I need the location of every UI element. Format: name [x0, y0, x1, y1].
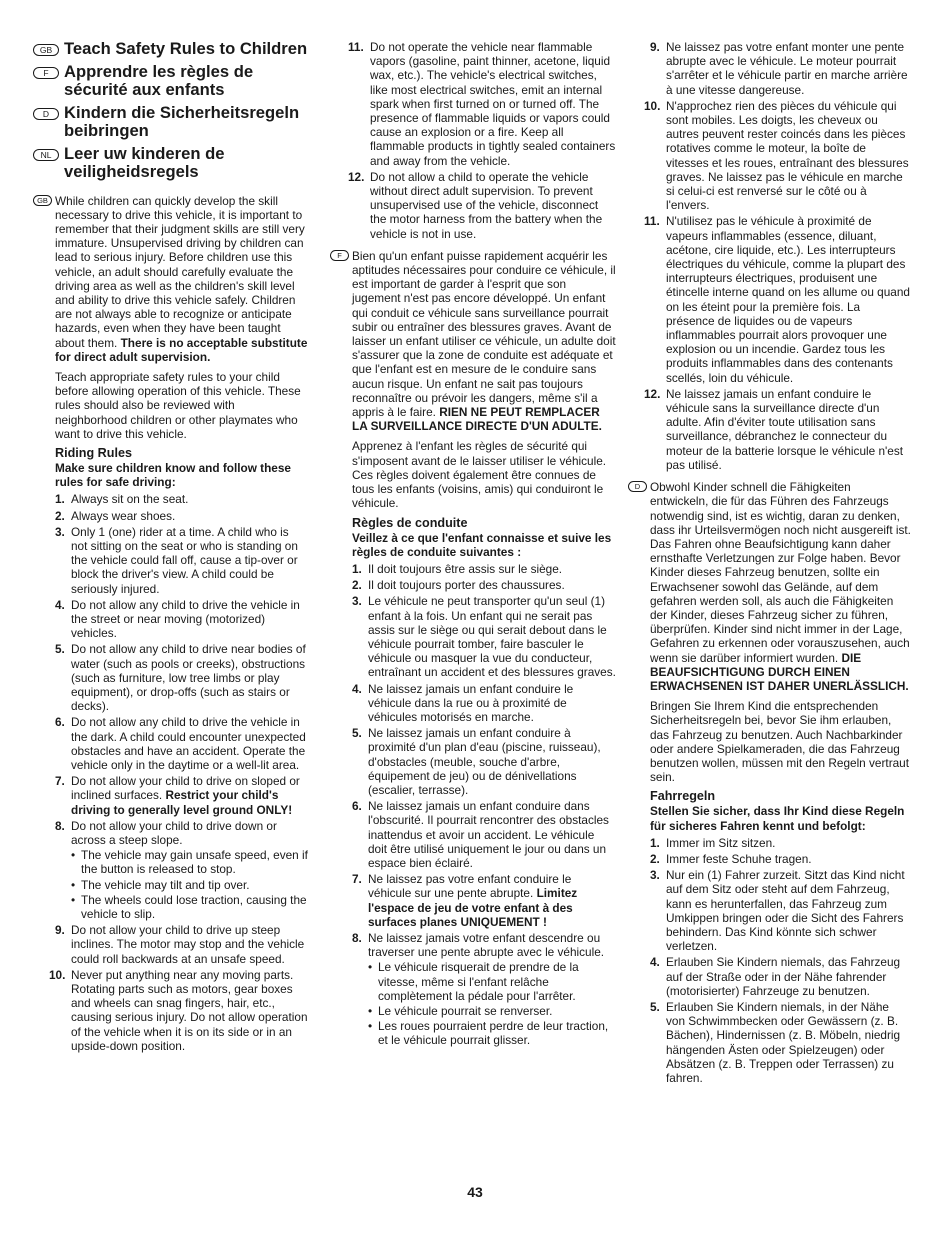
heading-d — [33, 104, 308, 141]
rule-item: 11. N'utilisez pas le véhicule à proximité de vapeurs inflammables (essence, diluant, acétone, cire liquide, etc.). Les interrupteurs électriques du véhicule, comme la plupart des interrupteurs électriques, produisent une étincelle interne quand on les allume ou quand on les éteint pour la première fois. La présence de liquides ou de vapeurs inflammables pourrait alors provoquer une explosion ou un incendie. Gardez tous les produits inflammables dans des contenants scellés, loin du véhicule. — [644, 214, 910, 385]
rules-list-continued — [628, 40, 911, 472]
rule-item: 11. Do not operate the vehicle near flammable vapors (gasoline, paint thinner, acetone, liquid wax, etc.). The vehicle's electrical switches, like most electrical switches, emit an internal spark when first turned on or turned off. The presence of flammable liquids or vapors could cause an explosion or a fire. Keep all flammable products in tightly sealed containers and away from the vehicle. — [348, 40, 616, 168]
column-3 — [628, 40, 911, 1087]
teach-paragraph: Bringen Sie Ihrem Kind die entsprechenden Sicherheitsregeln bei, bevor Sie ihm erlauben, das Fahrzeug zu benutzen. Auch Nachbarkinder oder andere Spielkameraden, die das Fahrzeug benutzen wollen, müssen mit den Regeln vertraut sein. — [650, 699, 910, 785]
heading-gb — [33, 40, 308, 59]
rule-item: 1. Immer im Sitz sitzen. — [650, 835, 776, 850]
intro-text: While children can quickly develop the skill necessary to drive this vehicle, it is important to remember that their judgment skills are still very immature. Unsupervised driving by children can lead to serious injury. Before children use this vehicle, an adult should carefully evaluate the driving area as well as the children's skill level and ability to drive this vehicle safely. Children are not always able to recognize or anticipate hazards, even when they have been taught about them. — [55, 193, 305, 350]
intro-warning: DIE BEAUFSICHTIGUNG DURCH EINEN ERWACHSENEN IST DAHER UNERLÄSSLICH. — [650, 650, 909, 693]
bullet-item: • Les roues pourraient perdre de leur traction, et le véhicule pourrait glisser. — [368, 1019, 616, 1047]
rules-heading: Règles de conduite — [352, 515, 468, 530]
rules-lead: Make sure children know and follow these rules for safe driving: — [55, 460, 291, 490]
bullet-item: • The wheels could lose traction, causing the vehicle to slip. — [71, 893, 308, 921]
rule-item: 5. Ne laissez jamais un enfant conduire à proximité d'un plan d'eau (piscine, ruisseau), d'obstacles (meuble, souche d'arbre, équipement de jeu) ou de dénivellations (escalier, terrasse). — [352, 726, 601, 797]
bullet-item: • The vehicle may gain unsafe speed, even if the button is released to stop. — [71, 848, 308, 876]
rule-item: 2. Il doit toujours porter des chaussures. — [352, 578, 565, 593]
language-badge-gb: GB — [33, 44, 59, 56]
intro-paragraph — [650, 480, 911, 693]
heading-f — [33, 63, 308, 100]
intro-warning: RIEN NE PEUT REMPLACER LA SURVEILLANCE DIRECTE D'UN ADULTE. — [352, 405, 602, 434]
rule-item: 4. Do not allow any child to drive the vehicle in the street or near moving (motorized) vehicles. — [55, 597, 300, 641]
bullet-item: • Le véhicule pourrait se renverser. — [368, 1004, 616, 1018]
rule-item: 4. Erlauben Sie Kindern niemals, das Fahrzeug auf der Straße oder in der Nähe fahrender (motorisierter) Fahrzeuge zu benutzen. — [650, 955, 901, 998]
intro-paragraph — [352, 249, 616, 434]
language-badge-nl: NL — [33, 149, 59, 161]
rules-list — [49, 492, 308, 1053]
rule-item: 5. Do not allow any child to drive near bodies of water (such as pools or creeks), obstructions (such as furniture, low tree limbs or play equipment), or drop-offs (such as stairs or decks). — [55, 642, 306, 714]
rules-heading: Fahrregeln — [650, 789, 716, 804]
heading-text: Leer uw kinderen de veiligheidsregels — [64, 143, 225, 181]
rule-item: 1. Il doit toujours être assis sur le siège. — [352, 561, 563, 576]
heading-text: Apprendre les règles de sécurité aux enfants — [64, 61, 254, 99]
rule-item: 12. Ne laissez jamais un enfant conduire le véhicule sans la surveillance directe d'un adulte. Afin d'éviter toute utilisation sans surveillance, débranchez le connecteur du moteur de la batterie lorsque le véhicule n'est pas utilisé. — [644, 386, 904, 472]
section-fr-continued — [628, 40, 911, 472]
intro-text: Obwohl Kinder schnell die Fähigkeiten entwickeln, die für das Führen des Fahrzeugs notwendig sind, ist es wichtig, daran zu denken, dass ihr Urteilsvermögen noch nicht ausgereift ist. Das Fahren ohne Beaufsichtigung kann daher ernsthafte Verletzungen zur Folge haben. Bevor Kinder dieses Fahrzeug benutzen, sollte ein Erwachsener sowohl das Gelände, auf dem gefahren werden soll, als auch die Fähigkeiten der Kinder, dieses Fahrzeug sicher zu führen, überprüfen. Kinder sind nicht immer in der Lage, Gefahren zu erkennen oder vorauszusehen, auch wenn sie darüber informiert wurden. — [650, 480, 911, 665]
rule-item: 8. Do not allow your child to drive down or across a steep slope. • The vehicle may gain unsafe speed, even if the button is released to stop. • The vehicle may tilt and tip over. • The wheels could lose traction, causing the vehicle to slip. — [55, 819, 308, 921]
rule-item: 7. Do not allow your child to drive on sloped or inclined surfaces. Restrict your child's driving to generally level ground ONLY! — [55, 774, 300, 817]
rule-item: 10. N'approchez rien des pièces du véhicule qui sont mobiles. Les doigts, les cheveux ou autres peuvent rester coincés dans les pièces rotatives comme le moteur, la boîte de vitesses et les roues, entraînant des blessures graves. Ne laissez pas le véhicule en marche si celui-ci est renversé sur le côté ou à l'envers. — [644, 98, 909, 213]
section-de — [628, 480, 911, 1085]
rule-item: 4. Ne laissez jamais un enfant conduire le véhicule dans la rue ou à proximité de véhicules motorisés en marche. — [352, 681, 574, 724]
teach-paragraph: Apprenez à l'enfant les règles de sécurité qui s'imposent avant de le laisser utiliser le véhicule. Ces règles doivent également être connues de tous les enfants (voisins, amis) qui conduiront le véhicule. — [352, 439, 607, 511]
language-badge-gb: GB — [33, 195, 52, 206]
rule-item: 3. Nur ein (1) Fahrer zurzeit. Sitzt das Kind nicht auf dem Sitz oder steht auf dem Fahrzeug, kann es herunterfallen, das Fahrzeug zum Umkippen bringen oder die Sicht des Fahrers behindern. Das Kind könnte sich schwer verletzen. — [650, 868, 905, 954]
heading-nl — [33, 145, 308, 182]
rule-item: 12. Do not allow a child to operate the vehicle without direct adult supervision. To prevent unsupervised use of the vehicle, disconnect the motor harness from the battery when the vehicle is not in use. — [348, 169, 603, 241]
heading-text: Teach Safety Rules to Children — [64, 39, 308, 58]
rules-heading: Riding Rules — [55, 445, 132, 460]
rules-lead: Stellen Sie sicher, dass Ihr Kind diese Regeln für sicheres Fahren kennt und befolgt: — [650, 804, 905, 833]
heading-text: Kindern die Sicherheitsregeln beibringen — [64, 102, 300, 140]
bullet-list — [71, 848, 308, 921]
intro-text: Bien qu'un enfant puisse rapidement acquérir les aptitudes nécessaires pour conduire ce véhicule, il est important de garder à l'esprit que son jugement n'est pas encore développé. Un enfant qui conduit ce véhicule sans surveillance pourrait subir ou entraîner des blessures graves. Avant de laisser un enfant utiliser ce véhicule, un adulte doit s'assurer que la zone de conduite est adéquate et que l'enfant est en mesure de le conduire sans aucun risque. Un enfant ne sait pas toujours reconnaître ou prévoir les dangers, même s'il a appris à le faire. — [352, 248, 616, 420]
rule-item: 2. Always wear shoes. — [55, 508, 176, 523]
teach-paragraph: Teach appropriate safety rules to your child before allowing operation of this vehicle. These rules should also be reviewed with neighborhood children or other playmates who want to drive this vehicle. — [55, 369, 301, 441]
bullet-item: • Le véhicule risquerait de prendre de la vitesse, même si l'enfant relâche complètement la pédale pour l'arrêter. — [368, 960, 616, 1003]
rule-item: 1. Always sit on the seat. — [55, 492, 189, 507]
section-gb-continued — [330, 40, 616, 241]
bullet-list — [368, 960, 616, 1047]
rule-item: 3. Only 1 (one) rider at a time. A child who is not sitting on the seat or who is standing on the vehicle could fall off, cause a tip-over or block the driver's view. A child could be seriously injured. — [55, 524, 298, 596]
section-headings — [33, 40, 308, 182]
intro-warning: There is no acceptable substitute for direct adult supervision. — [55, 335, 308, 364]
language-badge-f: F — [33, 67, 59, 79]
language-badge-d: D — [33, 108, 59, 120]
rules-list-continued — [330, 40, 616, 241]
rule-item: 9. Do not allow your child to drive up steep inclines. The motor may stop and the vehicle could roll backwards at an unsafe speed. — [55, 923, 305, 966]
section-fr — [330, 249, 616, 1048]
rules-lead: Veillez à ce que l'enfant connaisse et suive les règles de conduite suivantes : — [352, 530, 612, 559]
rule-item: 3. Le véhicule ne peut transporter qu'un seul (1) enfant à la fois. Un enfant qui ne serait pas assis sur le siège ou qui serait debout dans le véhicule pourrait tomber, faire basculer le véhicule ou masquer la vue du conducteur, entraînant un accident et des blessures graves. — [352, 594, 616, 680]
language-badge-d: D — [628, 481, 647, 492]
rule-item: 6. Ne laissez jamais un enfant conduire dans l'obscurité. Il pourrait rencontrer des obstacles inattendus et avoir un accident. Le véhicule doit être utilisé uniquement le jour ou dans un espace bien éclairé. — [352, 799, 609, 870]
section-gb — [33, 194, 308, 1054]
rule-item: 9. Ne laissez pas votre enfant monter une pente abrupte avec le véhicule. Le moteur pourrait s'arrêter et le véhicule partir en marche arrière à une vitesse dangereuse. — [650, 40, 908, 97]
language-badge-f: F — [330, 250, 349, 261]
rule-item: 2. Immer feste Schuhe tragen. — [650, 851, 812, 866]
rule-item: 8. Ne laissez jamais votre enfant descendre ou traverser une pente abrupte avec le véhicule. • Le véhicule risquerait de prendre de la vitesse, même si l'enfant relâche complètement la pédale pour l'arrêter. • Le véhicule pourrait se renverser. • Les roues pourraient perdre de leur traction, et le véhicule pourrait glisser. — [352, 931, 616, 1048]
rule-item: 7. Ne laissez pas votre enfant conduire le véhicule sur une pente abrupte. Limitez l'espace de jeu de votre enfant à des surfaces planes UNIQUEMENT ! — [352, 872, 578, 929]
rule-item: 5. Erlauben Sie Kindern niemals, in der Nähe von Schwimmbecken oder Gewässern (z. B. Bächen), Hindernissen (z. B. Möbeln, niedrig hängenden Ästen oder Spielzeugen) oder Absätzen (z. B. Treppen oder Terrassen) zu fahren. — [650, 1000, 901, 1086]
column-2 — [330, 40, 616, 1050]
page-number: 43 — [467, 1184, 483, 1200]
rule-item: 10. Never put anything near any moving parts. Rotating parts such as motors, gear boxes and wheels can snag fingers, hair, etc., causing serious injury. Do not allow operation of the vehicle when it is on its side or in an upside-down position. — [49, 967, 308, 1053]
rules-list — [352, 562, 616, 1048]
intro-paragraph — [55, 194, 308, 364]
rule-item: 6. Do not allow any child to drive the vehicle in the dark. A child could encounter unexpected obstacles and have an accident. Operate the vehicle only in the daytime or a well-lit area. — [55, 715, 306, 773]
bullet-item: • The vehicle may tilt and tip over. — [71, 878, 308, 892]
column-1 — [33, 40, 308, 1055]
rules-list — [650, 836, 911, 1085]
